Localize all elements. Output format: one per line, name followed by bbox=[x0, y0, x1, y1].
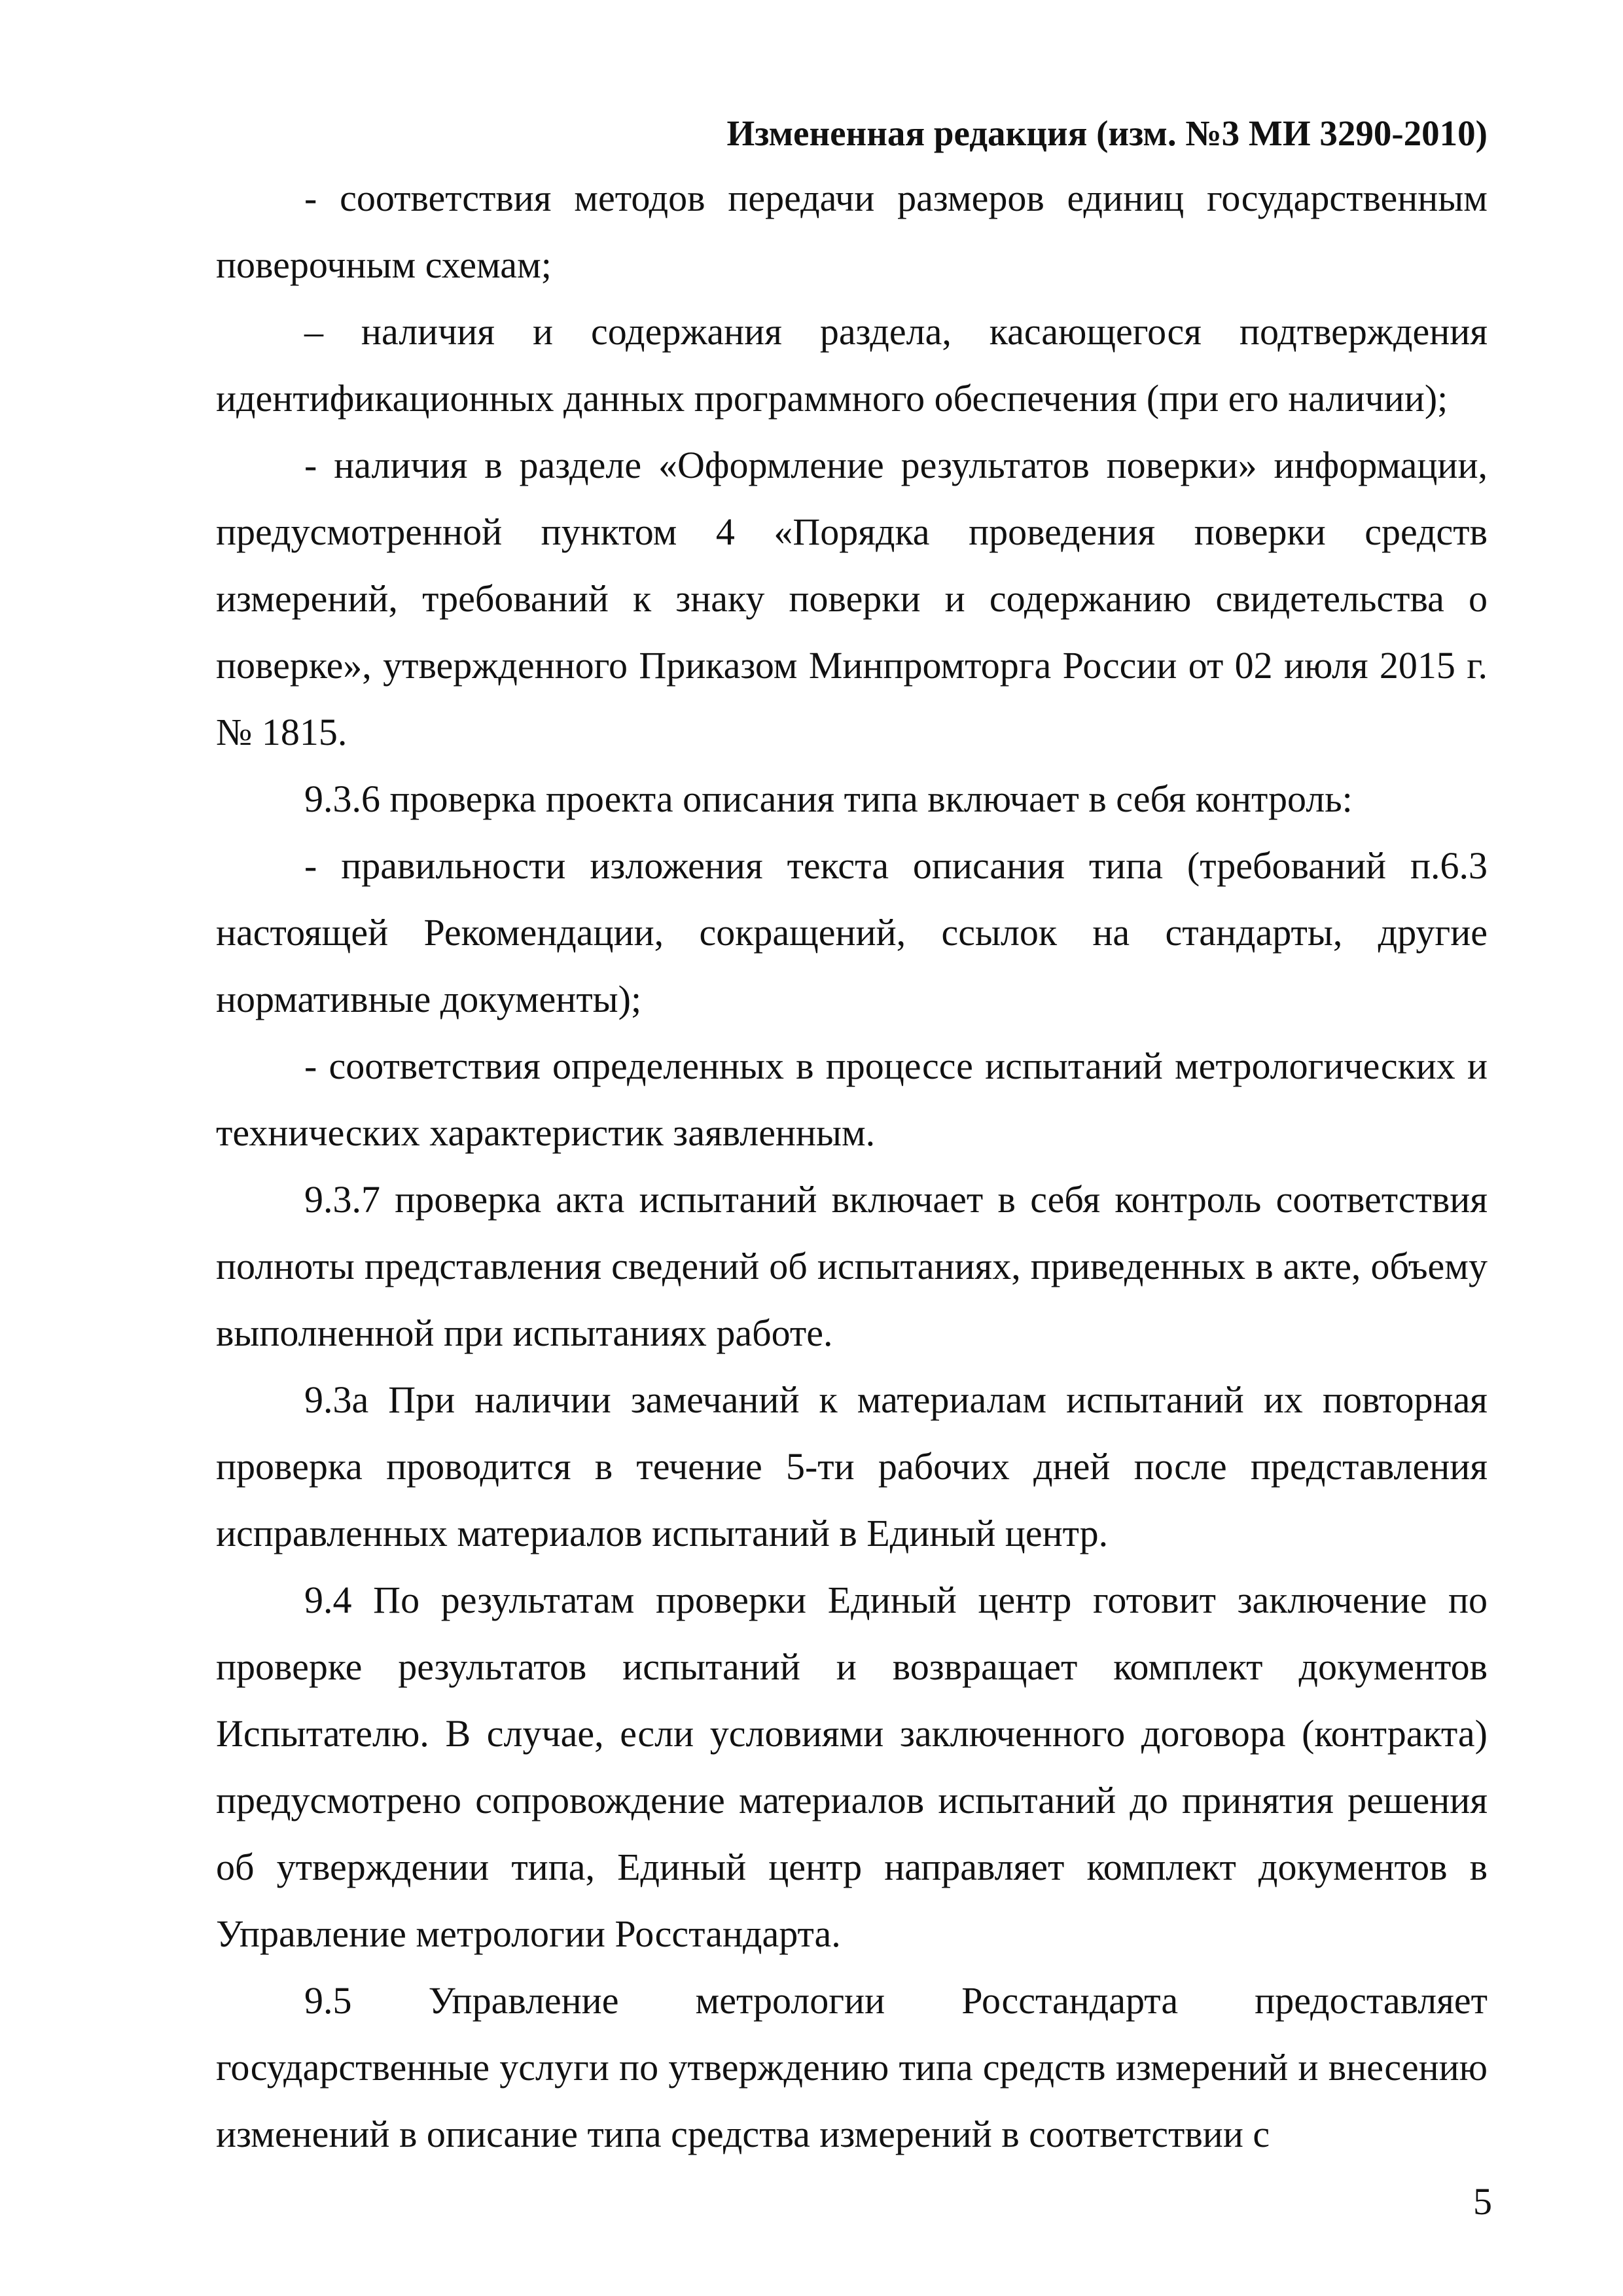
document-body bbox=[216, 165, 1488, 2168]
paragraph-type-description-text: - правильности изложения текста описания типа (требований п.6.3 настоящей Рекомендации, сокращений, ссылок на стандарты, другие нормативные документы); bbox=[216, 844, 1488, 1020]
paragraph-characteristics-compliance: - соответствия определенных в процессе испытаний метрологических и технических характеристик заявленным. bbox=[216, 1045, 1488, 1154]
paragraph-9-3-6: 9.3.6 проверка проекта описания типа включает в себя контроль: bbox=[304, 778, 1353, 820]
paragraph-software-identification: – наличия и содержания раздела, касающегося подтверждения идентификационных данных программного обеспечения (при его наличии); bbox=[216, 310, 1488, 420]
paragraph-9-5: 9.5 Управление метрологии Росстандарта предоставляет государственные услуги по утверждению типа средств измерений и внесению изменений в описание типа средства измерений в соответствии с bbox=[216, 1979, 1488, 2155]
paragraph-9-4: 9.4 По результатам проверки Единый центр готовит заключение по проверке результатов испытаний и возвращает комплект документов Испытателю. В случае, если условиями заключенного договора (контракта) предусмотрено сопровождение материалов испытаний до принятия решения об утверждении типа, Единый центр направляет комплект документов в Управление метрологии Росстандарта. bbox=[216, 1579, 1488, 1955]
page-number: 5 bbox=[1473, 2180, 1492, 2223]
paragraph-9-3a: 9.3а При наличии замечаний к материалам испытаний их повторная проверка проводится в течение 5-ти рабочих дней после представления исправленных материалов испытаний в Единый центр. bbox=[216, 1378, 1488, 1554]
paragraph-verification-results: - наличия в разделе «Оформление результатов поверки» информации, предусмотренной пунктом 4 «Порядка проведения поверки средств измерений, требований к знаку поверки и содержанию свидетельства о поверке», утвержденного Приказом Минпромторга России от 02 июля 2015 г. № 1815. bbox=[216, 444, 1488, 753]
paragraph-9-3-7: 9.3.7 проверка акта испытаний включает в себя контроль соответствия полноты представления сведений об испытаниях, приведенных в акте, объему выполненной при испытаниях работе. bbox=[216, 1178, 1488, 1354]
edition-header: Измененная редакция (изм. №3 МИ 3290-2010) bbox=[726, 113, 1488, 153]
paragraph-transfer-methods: - соответствия методов передачи размеров единиц государственным поверочным схемам; bbox=[216, 177, 1488, 286]
